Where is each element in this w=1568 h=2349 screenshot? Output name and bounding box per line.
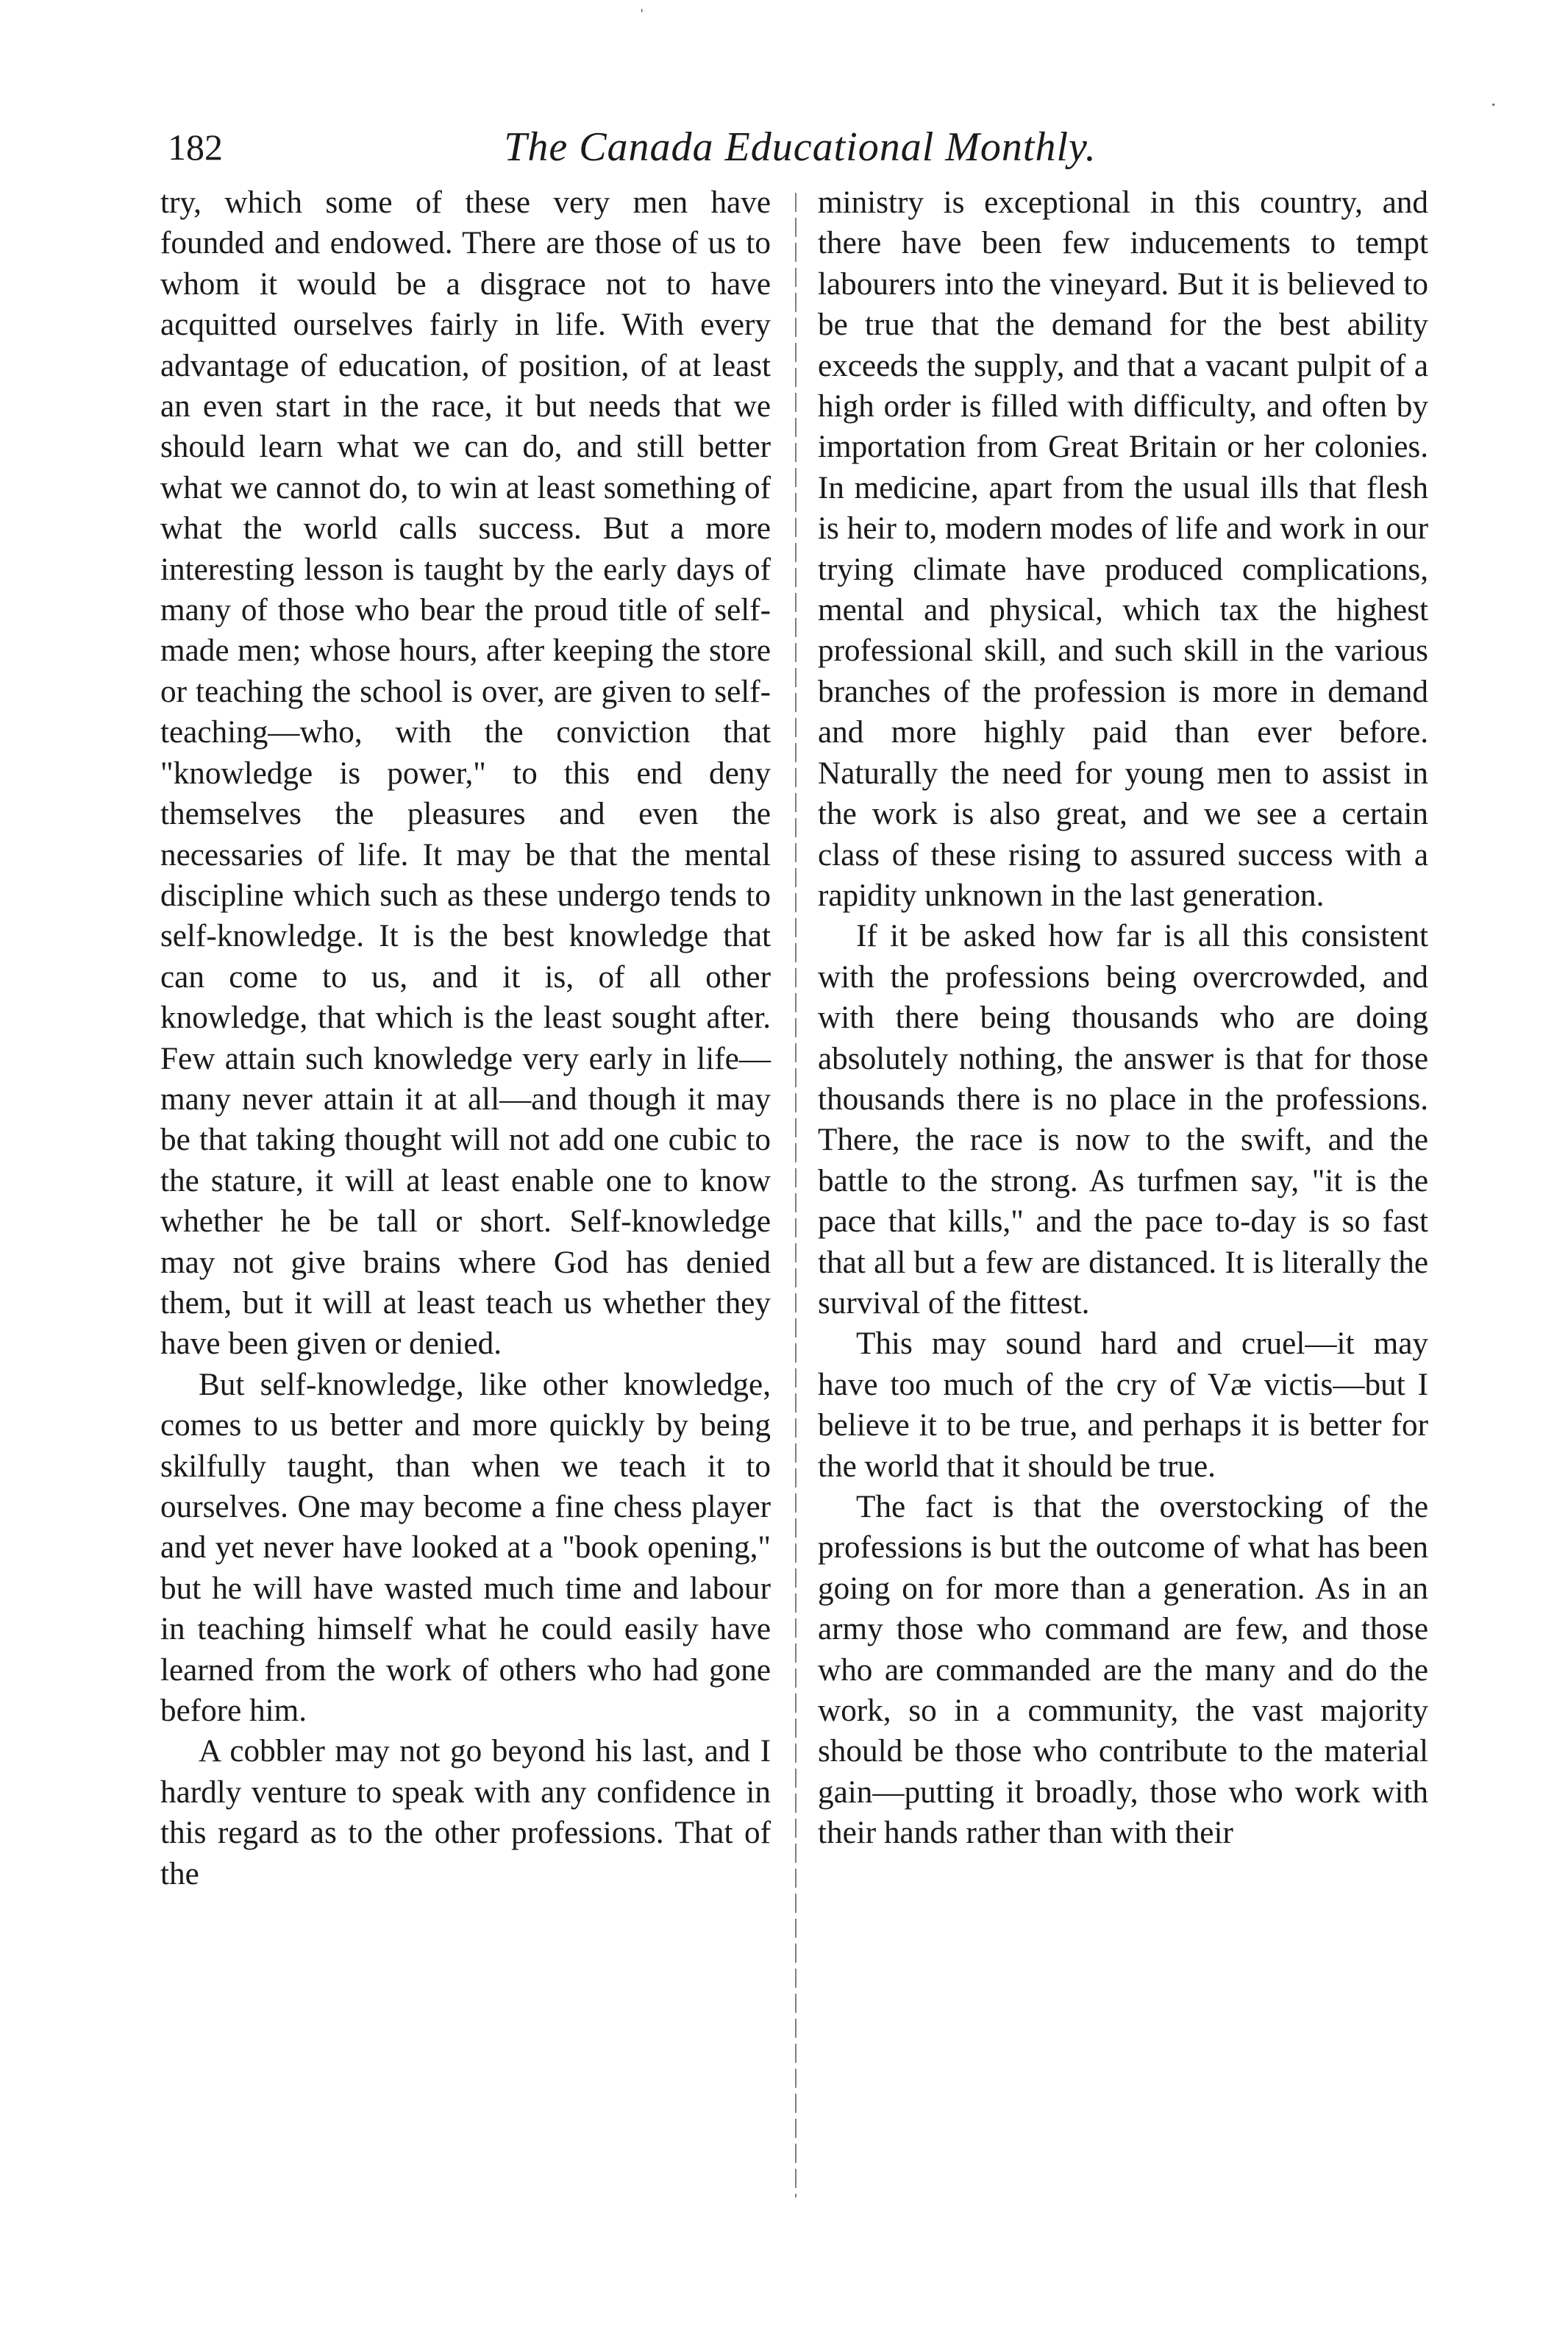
right-paragraph-1: ministry is exceptional in this country, and there have been few inducements to tempt labourers into the vineyard. But it is believed to be true that the demand for the best ability exceeds the supply, and that a vacant pulpit of a high order is filled with difficulty, and often by importation from Great Britain or her colonies. In medicine, apart from the usual ills that flesh is heir to, modern modes of life and work in our trying climate have produced complications, mental and physical, which tax the highest professional skill, and such skill in the various branches of the profession is more in demand and more highly paid than ever before. Naturally the need for young men to assist in the work is also great, and we see a certain class of these rising to assured success with a rapidity unknown in the last generation.	[818, 185, 1428, 913]
right-paragraph-3: This may sound hard and cruel—it may have too much of the cry of Væ victis—but I believe it to be true, and perhaps it is better for the world that it should be true.	[818, 1326, 1428, 1484]
left-column	[160, 182, 771, 1894]
page-header	[168, 110, 1433, 184]
right-paragraph-2: If it be asked how far is all this consistent with the professions being overcrowded, and with there being thousands who are doing absolutely nothing, the answer is that for those thousands there is no place in the professions. There, the race is now to the swift, and the battle to the strong. As turfmen say, "it is the pace that kills," and the pace to-day is so fast that all but a few are distanced. It is literally the survival of the fittest.	[818, 919, 1428, 1321]
page-number: 182	[168, 127, 223, 168]
left-paragraph-1: try, which some of these very men have founded and endowed. There are those of us to whom it would be a disgrace not to have acquitted ourselves fairly in life. With every advantage of education, of position, of at least an even start in the race, it but needs that we should learn what we can do, and still better what we cannot do, to win at least something of what the world calls success. But a more interesting lesson is taught by the early days of many of those who bear the proud title of self-made men; whose hours, after keeping the store or teaching the school is over, are given to self-teaching—who, with the conviction that "knowledge is power," to this end deny themselves the pleasures and even the necessaries of life. It may be that the mental discipline which such as these undergo tends to self-knowledge. It is the best knowledge that can come to us, and it is, of all other knowledge, that which is the least sought after. Few attain such knowledge very early in life—many never attain it at all—and though it may be that taking thought will not add one cubic to the stature, it will at least enable one to know whether he be tall or short. Self-knowledge may not give brains where God has denied them, but it will at least teach us whether they have been given or denied.	[160, 185, 771, 1362]
column-divider	[795, 193, 797, 2197]
right-paragraph-4: The fact is that the overstocking of the professions is but the outcome of what has been going on for more than a generation. As in an army those who command are few, and those who are commanded are the many and do the work, so in a community, the vast majority should be those who contribute to the material gain—putting it broadly, those who work with their hands rather than with their	[818, 1490, 1428, 1851]
left-paragraph-3: A cobbler may not go beyond his last, and I hardly venture to speak with any confidence in this regard as to the other professions. That of the	[160, 1734, 771, 1891]
right-column	[818, 182, 1428, 1854]
running-title: The Canada Educational Monthly.	[504, 124, 1097, 170]
left-paragraph-2: But self-knowledge, like other knowledge, comes to us better and more quickly by being skilfully taught, than when we teach it to ourselves. One may become a fine chess player and yet never have looked at a "book opening," but he will have wasted much time and labour in teaching himself what he could easily have learned from the work of others who had gone before him.	[160, 1367, 771, 1729]
scan-speck: ·	[1490, 94, 1497, 117]
scan-speck: ˈ	[638, 6, 646, 29]
